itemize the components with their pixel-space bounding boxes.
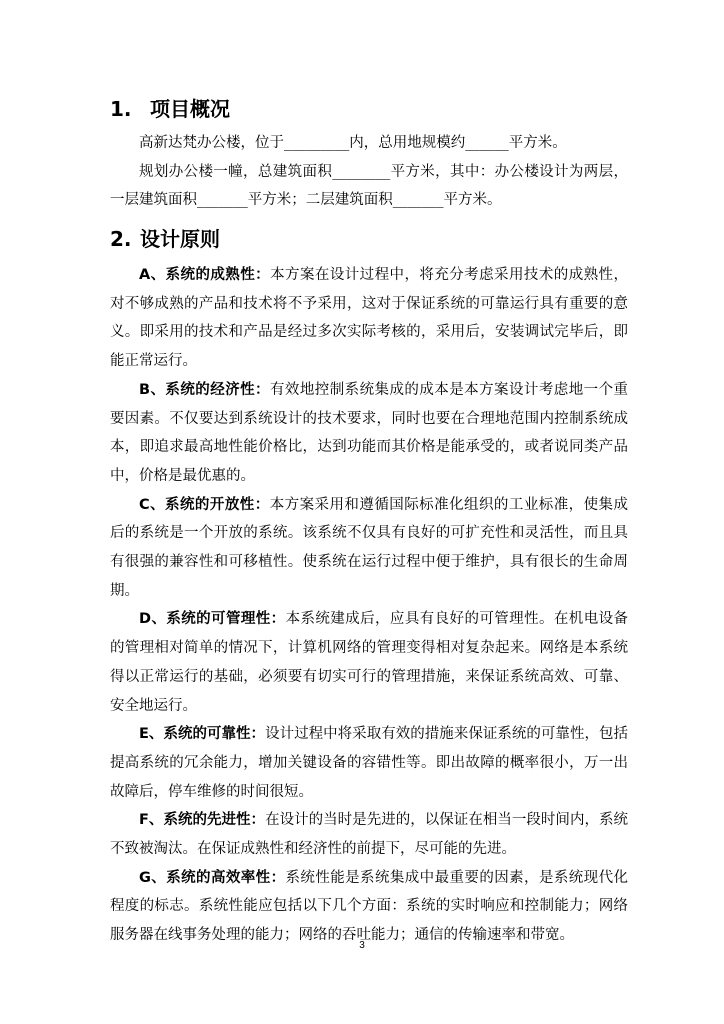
principle-economy [110, 376, 628, 491]
section-title: 设计原则 [140, 227, 220, 251]
principle-reliability [110, 720, 628, 806]
project-overview-body [110, 129, 628, 215]
principle-lead: D、系统的可管理性： [139, 611, 286, 628]
principle-lead: F、系统的先进性： [139, 812, 266, 829]
principle-maturity [110, 261, 628, 376]
section-title: 项目概况 [150, 97, 230, 121]
principle-efficiency [110, 864, 628, 950]
section-number: 1. [110, 97, 132, 121]
principle-text: 本方案采用和遵循国际标准化组织的工业标准，使集成后的系统是一个开放的系统。该系统不仅具有良好的可扩充性和灵活性，而且具有很强的兼容性和可移植性。使系统在运行过程中便于维护，具有很长的生命周期。 [110, 496, 629, 599]
principle-lead: G、系统的高效率性： [139, 869, 286, 886]
principle-advancement [110, 806, 628, 863]
principle-lead: A、系统的成熟性： [139, 267, 271, 283]
principle-text: 系统性能是系统集成中最重要的因素，是系统现代化程度的标志。系统性能应包括以下几个方面：系统的实时响应和控制能力；网络服务器在线事务处理的能力；网络的吞吐能力；通信的传输速率和带宽。 [110, 869, 628, 944]
principle-lead: C、系统的开放性： [139, 496, 270, 513]
paragraph-location: 高新达梵办公楼，位于_________内，总用地规模约______平方米。 [139, 135, 567, 151]
section-heading-project-overview [110, 96, 230, 122]
section-heading-design-principles [110, 226, 220, 252]
principle-text: 本系统建成后，应具有良好的可管理性。在机电设备的管理相对简单的情况下，计算机网络的管理变得相对复杂起来。网络是本系统得以正常运行的基础，必须要有切实可行的管理措施，来保证系统高效、可靠、安全地运行。 [110, 611, 628, 714]
principle-text: 有效地控制系统集成的成本是本方案设计考虑地一个重要因素。不仅要达到系统设计的技术要求，同时也要在合理地范围内控制系统成本，即追求最高地性能价格比，达到功能而其价格是能承受的，或者说同类产品中，价格是最优惠的。 [110, 381, 628, 484]
page-number: 3 [359, 940, 365, 951]
principle-lead: B、系统的经济性： [139, 381, 270, 398]
principle-lead: E、系统的可靠性： [139, 726, 266, 743]
principle-text: 本方案在设计过程中，将充分考虑采用技术的成熟性，对不够成熟的产品和技术将不予采用，这对于保证系统的可靠运行具有重要的意义。即采用的技术和产品是经过多次实际考核的，采用后，安装调试完毕后，即能正常运行。 [110, 267, 628, 370]
principle-text: 在设计的当时是先进的，以保证在相当一段时间内，系统不致被淘汰。在保证成熟性和经济性的前提下，尽可能的先进。 [110, 812, 629, 858]
principle-manageability [110, 605, 628, 720]
paragraph-building-area: 规划办公楼一幢，总建筑面积________平方米，其中：办公楼设计为两层，一层建筑面积_______平方米；二层建筑面积_______平方米。 [110, 163, 628, 209]
principle-openness [110, 491, 628, 606]
section-number: 2. [110, 227, 132, 251]
principle-text: 设计过程中将采取有效的措施来保证系统的可靠性，包括提高系统的冗余能力，增加关键设备的容错性等。即出故障的概率很小，万一出故障后，停车维修的时间很短。 [110, 726, 629, 800]
design-principles-body [110, 261, 628, 950]
